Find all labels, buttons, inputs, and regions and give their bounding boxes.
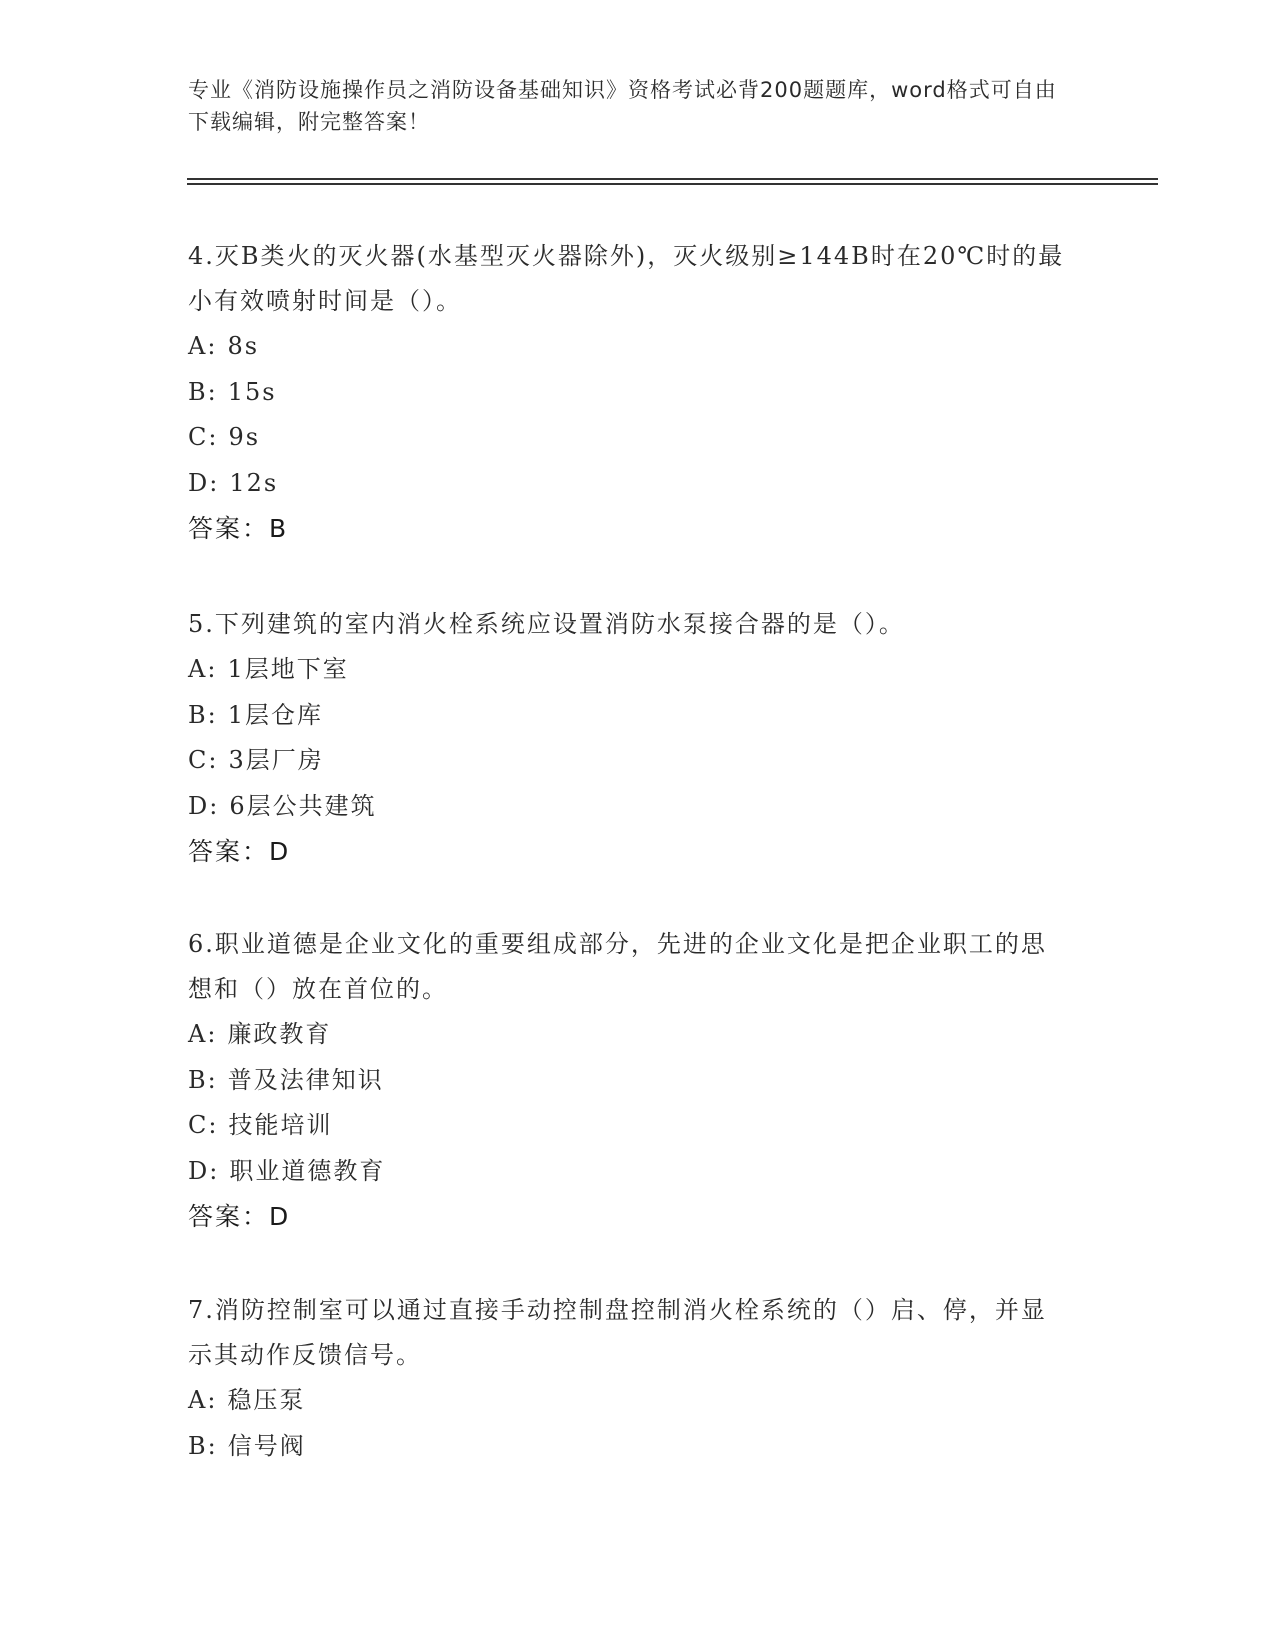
option-letter: D — [188, 791, 210, 820]
option-letter: C — [188, 423, 209, 451]
option-d — [188, 784, 1068, 830]
option-text: 9s — [228, 423, 261, 451]
question-text — [188, 602, 1068, 647]
question-4 — [188, 234, 1068, 551]
option-letter: C — [188, 1111, 209, 1139]
option-d — [188, 461, 1068, 507]
question-5 — [188, 602, 1068, 874]
option-b — [188, 1058, 1068, 1104]
option-text: 技能培训 — [228, 1111, 333, 1139]
option-text: 6层公共建筑 — [229, 791, 377, 820]
question-number: 6. — [188, 930, 215, 958]
option-separator: : — [207, 1431, 218, 1460]
option-separator: : — [208, 423, 219, 451]
option-d — [188, 1149, 1068, 1195]
question-text — [188, 1288, 1068, 1378]
option-letter: D — [188, 1156, 210, 1185]
option-letter: A — [188, 332, 208, 360]
option-letter: D — [188, 468, 210, 497]
question-text — [188, 234, 1068, 324]
option-separator: : — [208, 1111, 219, 1139]
option-b — [188, 693, 1068, 739]
answer-line: 答案：B — [188, 514, 289, 543]
option-letter: B — [188, 1065, 208, 1094]
header-divider-top — [187, 178, 1158, 180]
option-text: 廉政教育 — [227, 1020, 332, 1048]
header-text: 专业《消防设施操作员之消防设备基础知识》资格考试必背200题题库，word格式可自由下载编辑，附完整答案！ — [188, 78, 1057, 134]
option-c — [188, 415, 1068, 461]
question-number: 5. — [188, 610, 215, 638]
option-a — [188, 1378, 1068, 1424]
option-text: 稳压泵 — [227, 1386, 306, 1414]
option-text: 8s — [227, 332, 260, 360]
option-separator: : — [207, 332, 218, 360]
option-b — [188, 370, 1068, 416]
option-separator: : — [207, 700, 218, 729]
option-c — [188, 738, 1068, 784]
question-number: 4. — [188, 242, 215, 270]
question-body: 下列建筑的室内消火栓系统应设置消防水泵接合器的是（）。 — [214, 610, 905, 638]
option-a — [188, 1012, 1068, 1058]
answer-line: 答案：D — [188, 1202, 291, 1231]
option-separator: : — [207, 377, 218, 406]
answer-line: 答案：D — [188, 837, 291, 866]
option-separator: : — [209, 1156, 220, 1185]
option-b — [188, 1424, 1068, 1470]
option-letter: A — [188, 1386, 208, 1414]
option-text: 12s — [229, 468, 279, 497]
header-divider-bottom — [187, 183, 1158, 185]
option-separator: : — [207, 1020, 218, 1048]
option-letter: B — [188, 1431, 208, 1460]
option-separator: : — [208, 746, 219, 774]
question-number: 7. — [188, 1296, 215, 1324]
option-text: 3层厂房 — [228, 746, 324, 774]
option-text: 普及法律知识 — [227, 1065, 384, 1094]
question-body: 消防控制室可以通过直接手动控制盘控制消火栓系统的（）启、停，并显示其动作反馈信号。 — [188, 1296, 1047, 1369]
option-c — [188, 1103, 1068, 1149]
option-separator: : — [209, 791, 220, 820]
question-body: 职业道德是企业文化的重要组成部分，先进的企业文化是把企业职工的思想和（）放在首位的。 — [188, 930, 1047, 1003]
option-text: 1层地下室 — [227, 655, 349, 683]
option-text: 15s — [227, 377, 277, 406]
option-text: 信号阀 — [227, 1431, 306, 1460]
question-text — [188, 922, 1068, 1012]
option-letter: A — [188, 655, 208, 683]
option-letter: B — [188, 700, 208, 729]
option-letter: A — [188, 1020, 208, 1048]
option-a — [188, 647, 1068, 693]
option-a — [188, 324, 1068, 370]
question-body: 灭B类火的灭火器(水基型灭火器除外)，灭火级别≥144B时在20℃时的最小有效喷射时间是（）。 — [188, 242, 1065, 315]
question-6 — [188, 922, 1068, 1239]
document-header — [188, 74, 1068, 138]
option-text: 1层仓库 — [227, 700, 324, 729]
option-separator: : — [207, 1065, 218, 1094]
option-separator: : — [207, 1386, 218, 1414]
option-text: 职业道德教育 — [229, 1156, 386, 1185]
option-letter: C — [188, 746, 209, 774]
option-separator: : — [207, 655, 218, 683]
option-letter: B — [188, 377, 208, 406]
option-separator: : — [209, 468, 220, 497]
question-7 — [188, 1288, 1068, 1469]
